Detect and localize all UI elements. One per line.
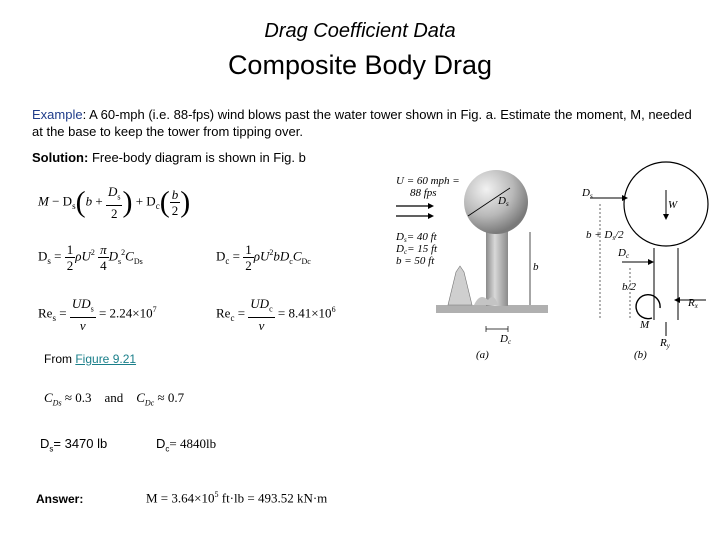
ds-drag-equation: $D_s$ = $\frac{1}{2}$ $\rho U^2$ $\frac{\pi}{4}$ $D_s^2C_{Ds}$ (38, 242, 143, 273)
solution-line (32, 150, 306, 165)
reynolds-cylinder-equation: $Re_c$ = $\frac{UD_c}{\nu}$ = $8.41\times 10^6$ (216, 296, 336, 333)
ds-value: = 3470 lb (53, 436, 108, 451)
answer-value (146, 490, 327, 506)
dc-value: = 4840lb (169, 436, 217, 451)
reynolds-sphere-equation: $Re_s$ = $\frac{UD_s}{\nu}$ = $2.24\times 10^7$ (38, 296, 157, 333)
cdc-value: ≈ 0.7 (157, 390, 185, 405)
solution-keyword: Solution: (32, 150, 89, 165)
re-s-exponent: 7 (152, 304, 157, 314)
ds-result: $D_s= 3470$ lb (40, 436, 108, 454)
flow-arrowhead-1 (428, 203, 434, 209)
solution-text: Free-body diagram is shown in Fig. b (91, 150, 306, 165)
from-prefix: From (44, 352, 76, 366)
dc-given-value: Dc= 15 ft (396, 243, 438, 256)
ground-base (436, 305, 548, 313)
cds-value: ≈ 0.3 (64, 390, 92, 405)
answer-exponent: 5 (214, 490, 219, 499)
weight-arrowhead (663, 214, 669, 220)
moment-equation: $M - D_s(b$ + $\frac{D_s}{2}$ ) + $D_c$( $\frac{b}{2}$ ) (38, 184, 191, 221)
caption-b: (b) (634, 349, 647, 361)
rx-arrowhead (674, 297, 680, 303)
b-given-value: b = 50 ft (396, 255, 435, 267)
slide-title: Composite Body Drag (227, 50, 493, 80)
answer-number: M = 3.64×10 (146, 490, 215, 506)
rx-label: Rx (688, 297, 698, 310)
slide-subtitle: Drag Coefficient Data (264, 20, 456, 42)
velocity-label-2: 88 fps (410, 187, 437, 199)
re-s-value: = 2.24×10 (98, 305, 153, 321)
b-dimension-label: b (533, 261, 539, 273)
re-c-value: = 8.41×10 (277, 305, 332, 321)
ds-given-value: Ds= 40 ft (396, 231, 437, 244)
cds-symbol: C (44, 390, 53, 405)
dc-force-arrowhead (648, 259, 654, 265)
and-word: and (104, 390, 124, 405)
weight-label: W (668, 199, 678, 211)
example-paragraph (32, 106, 702, 140)
moment-arc (636, 295, 660, 319)
example-text: : A 60-mph (i.e. 88-fps) wind blows past the water tower shown in Fig. a. Estimate the moment, M, needed at the base to keep the tower from tipping over. (32, 107, 692, 139)
ds-dimension-label: Ds (498, 195, 509, 208)
dc-dimension-label: Dc (500, 333, 512, 346)
answer-label: Answer: (36, 492, 84, 506)
from-figure-line (44, 352, 136, 366)
ry-label: Ry (660, 337, 670, 350)
b-plus-label: b + Ds/2 (586, 229, 624, 242)
moment-label: M (640, 319, 650, 331)
answer-units: ft·lb = 493.52 kN·m (221, 490, 328, 506)
drag-coefficients: $C_{Ds} \approx 0.3$ and $C_{Dc} \approx 0.7$ (44, 390, 185, 408)
example-keyword: Example (32, 107, 83, 122)
figure-link[interactable]: Figure 9.21 (75, 352, 137, 366)
flow-arrowhead-2 (428, 213, 434, 219)
b-half-label: b/2 (622, 281, 637, 293)
tower-sphere (464, 170, 528, 234)
dc-drag-equation: $D_c$ = $\frac{1}{2}$ $\rho U^2bD_cC_{Dc}$ (216, 242, 311, 273)
water-tower-figure (390, 160, 715, 370)
velocity-label-1: U = 60 mph = (396, 175, 460, 187)
tree-shape (448, 266, 472, 305)
fbd-dc-label: Dc (618, 247, 630, 260)
dc-result: $D_c= 4840lb$ (156, 436, 217, 454)
re-c-exponent: 6 (331, 304, 336, 314)
caption-a: (a) (476, 349, 489, 361)
fbd-ds-label: Ds (582, 187, 593, 200)
